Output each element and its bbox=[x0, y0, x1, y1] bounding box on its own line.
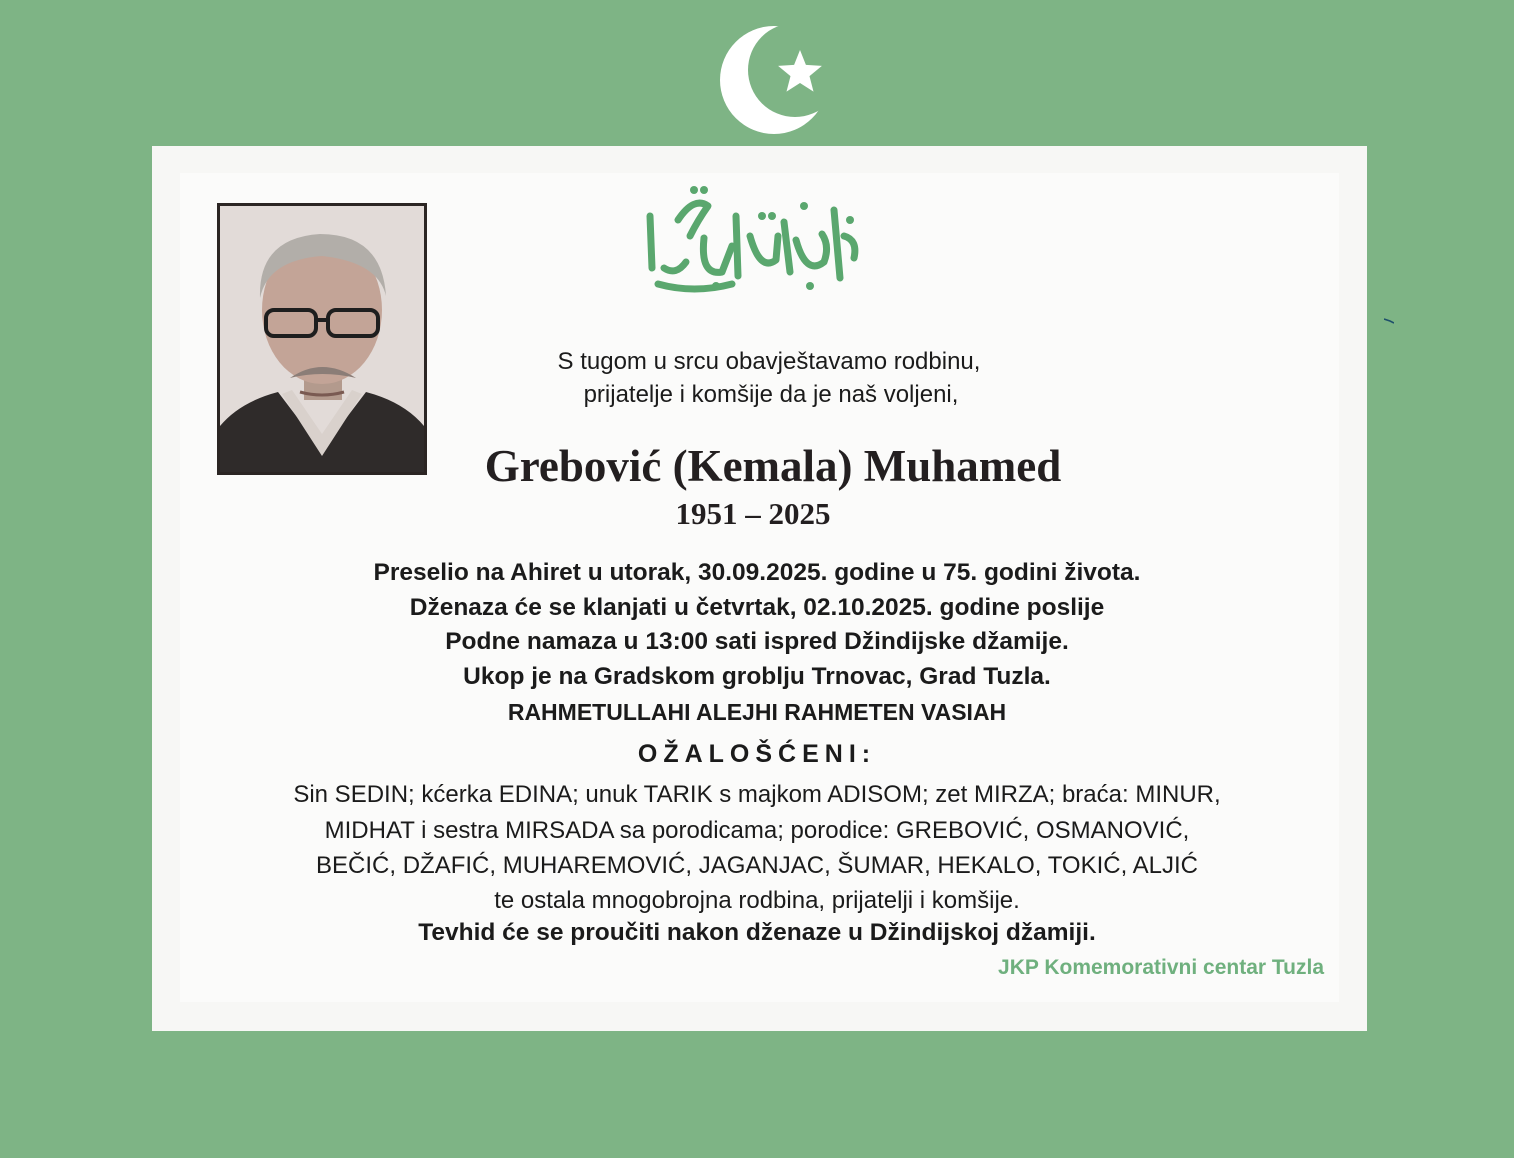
mourners-line-2: MIDHAT i sestra MIRSADA sa porodicama; porodice: GREBOVIĆ, OSMANOVIĆ, bbox=[324, 817, 1190, 844]
detail-line-2: Dženaza će se klanjati u četvrtak, 02.10.2025. godine poslije bbox=[409, 594, 1105, 621]
ink-speck-icon bbox=[1384, 318, 1394, 324]
closing-line: Tevhid će se proučiti nakon dženaze u Džindijskoj džamiji. bbox=[418, 919, 1096, 946]
mourners-line-4: te ostala mnogobrojna rodbina, prijatelji i komšije. bbox=[494, 887, 1020, 914]
mourners-line-1: Sin SEDIN; kćerka EDINA; unuk TARIK s majkom ADISOM; zet MIRZA; braća: MINUR, bbox=[293, 781, 1221, 808]
crescent-star-icon bbox=[716, 20, 846, 140]
mourners-heading: OŽALOŠĆENI: bbox=[637, 740, 877, 768]
intro-line-2: prijatelje i komšije da je naš voljeni, bbox=[583, 381, 959, 408]
detail-line-1: Preselio na Ahiret u utorak, 30.09.2025. godine u 75. godini života. bbox=[373, 559, 1141, 586]
deceased-name: Grebović (Kemala) Muhamed bbox=[484, 441, 1062, 491]
portrait-photo bbox=[217, 203, 427, 475]
detail-line-4: Ukop je na Gradskom groblju Trnovac, Grad Tuzla. bbox=[463, 663, 1051, 690]
deceased-years: 1951 – 2025 bbox=[675, 496, 831, 531]
signature-organization: JKP Komemorativni centar Tuzla bbox=[998, 956, 1324, 979]
mourners-line-3: BEČIĆ, DŽAFIĆ, MUHAREMOVIĆ, JAGANJAC, ŠUMAR, HEKALO, TOKIĆ, ALJIĆ bbox=[316, 852, 1198, 879]
arabic-calligraphy-icon bbox=[634, 176, 864, 296]
intro-line-1: S tugom u srcu obavještavamo rodbinu, bbox=[557, 348, 981, 375]
detail-line-5: RAHMETULLAHI ALEJHI RAHMETEN VASIAH bbox=[507, 699, 1007, 725]
detail-line-3: Podne namaza u 13:00 sati ispred Džindijske džamije. bbox=[445, 628, 1069, 655]
